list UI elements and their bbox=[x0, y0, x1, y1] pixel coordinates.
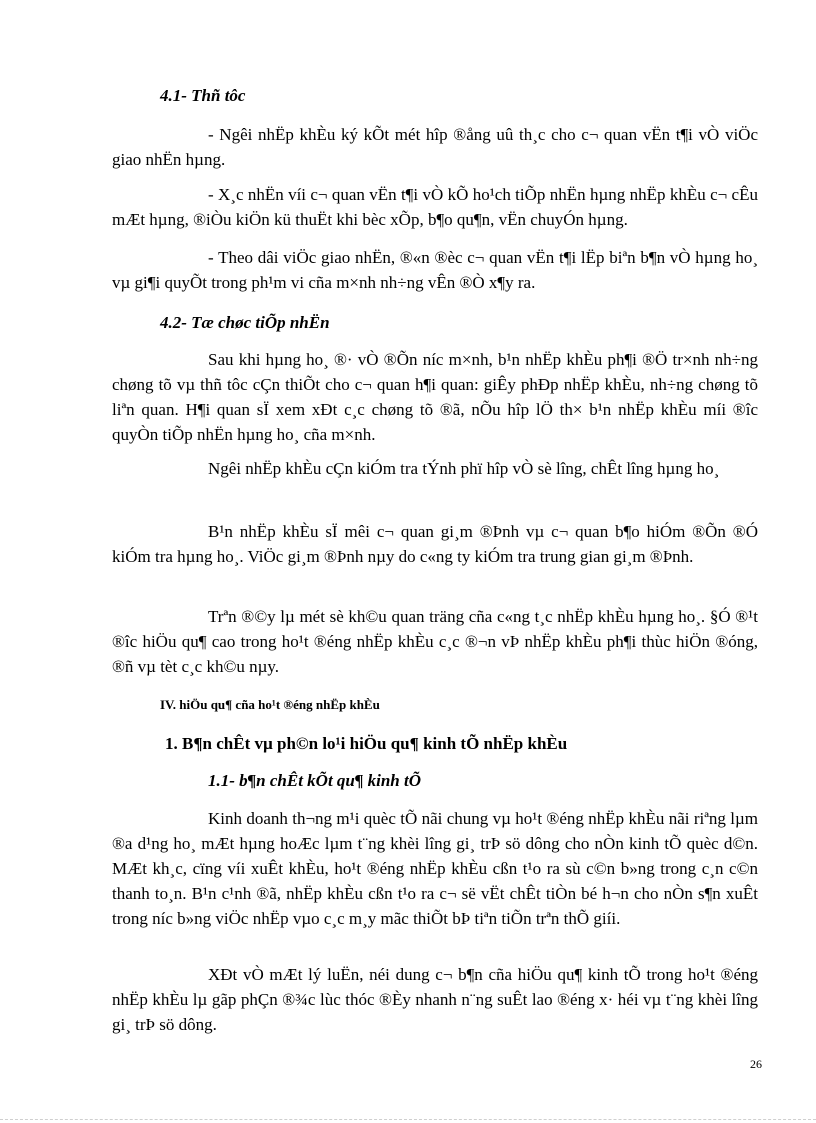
paragraph-8: Kinh doanh th¬ng m¹i quèc tÕ nãi chung vµ ho¹t ®éng nhËp khÈu nãi riªng lµm ®a d¹ng ho¸ mÆt hµng hoÆc lµm t¨ng khèi lîng gi¸ trÞ sö dông cho nÒn kinh tÕ quèc d©n. MÆt kh¸c, cïng víi xuÊt khÈu, ho¹t ®éng nhËp khÈu cßn t¹o ra sù c©n b»ng trong c¸n c©n thanh to¸n. B¹n c¹nh ®ã, nhËp khÈu cßn t¹o ra c¬ së vËt chÊt tiÒn bé h¬n cho nÒn s¶n xuÊt trong níc b»ng viÖc nhËp vµo c¸c m¸y mãc thiÕt bÞ tiªn tiÕn trªn thÕ giíi. bbox=[112, 809, 758, 928]
page-bottom-divider bbox=[0, 1119, 816, 1120]
paragraph-4: Sau khi hµng ho¸ ®· vÒ ®Õn níc m×nh, b¹n nhËp khÈu ph¶i ®Ö tr×nh nh÷ng chøng tõ vµ thñ tôc cÇn thiÕt cho c¬ quan h¶i quan: giÊy phÐp nhËp khÈu, nh÷ng chøng tõ liªn quan. H¶i quan sÏ xem xÐt c¸c chøng tõ ®ã, nÕu hîp lÖ th× b¹n nhËp khÈu míi ®îc quyÒn tiÕp nhËn hµng ho¸ cña m×nh. bbox=[112, 350, 758, 444]
heading-1-1: 1.1- b¶n chÊt kÕt qu¶ kinh tÕ bbox=[208, 771, 422, 790]
paragraph-9: XÐt vÒ mÆt lý luËn, néi dung c¬ b¶n cña hiÖu qu¶ kinh tÕ trong ho¹t ®éng nhËp khÈu lµ gãp phÇn ®¾c lùc thóc ®Èy nhanh n¨ng suÊt lao ®éng x· héi vµ t¨ng khèi lîng gi¸ trÞ sö dông. bbox=[112, 965, 758, 1034]
heading-1: 1. B¶n chÊt vµ ph©n lo¹i hiÖu qu¶ kinh tÕ nhËp khÈu bbox=[165, 734, 568, 753]
heading-4-2: 4.2- Tæ chøc tiÕp nhËn bbox=[160, 313, 330, 332]
section-iv-heading: IV. hiÖu qu¶ cña ho¹t ®éng nhËp khÈu bbox=[160, 697, 380, 712]
paragraph-2: - X¸c nhËn víi c¬ quan vËn t¶i vÒ kÕ ho¹ch tiÕp nhËn hµng nhËp khÈu c¬ cÊu mÆt hµng, ®iÒu kiÖn kü thuËt khi bèc xÕp, b¶o qu¶n, vËn chuyÓn hµng. bbox=[112, 185, 758, 229]
paragraph-5: Ngêi nhËp khÈu cÇn kiÓm tra tÝnh phï hîp vÒ sè lîng, chÊt lîng hµng ho¸ bbox=[208, 459, 720, 478]
paragraph-1: - Ngêi nhËp khÈu ký kÕt mét hîp ®ång uû th¸c cho c¬ quan vËn t¶i vÒ viÖc giao nhËn hµng. bbox=[112, 125, 758, 169]
paragraph-7: Trªn ®©y lµ mét sè kh©u quan träng cña c«ng t¸c nhËp khÈu hµng ho¸. §Ó ®¹t ®îc hiÖu qu¶ cao trong ho¹t ®éng nhËp khÈu c¸c ®¬n vÞ nhËp khÈu ph¶i thùc hiÖn ®óng, ®ñ vµ tèt c¸c kh©u nµy. bbox=[112, 607, 758, 676]
paragraph-3: - Theo dâi viÖc giao nhËn, ®«n ®èc c¬ quan vËn t¶i lËp biªn b¶n vÒ hµng ho¸ vµ gi¶i quyÕt trong ph¹m vi cña m×nh nh÷ng vÊn ®Ò x¶y ra. bbox=[112, 248, 758, 292]
page-number: 26 bbox=[750, 1057, 762, 1071]
paragraph-6: B¹n nhËp khÈu sÏ mêi c¬ quan gi¸m ®Þnh vµ c¬ quan b¶o hiÓm ®Õn ®Ó kiÓm tra hµng ho¸. ViÖc gi¸m ®Þnh nµy do c«ng ty kiÓm tra trung gian gi¸m ®Þnh. bbox=[112, 522, 758, 566]
heading-4-1: 4.1- Thñ tôc bbox=[160, 86, 246, 105]
